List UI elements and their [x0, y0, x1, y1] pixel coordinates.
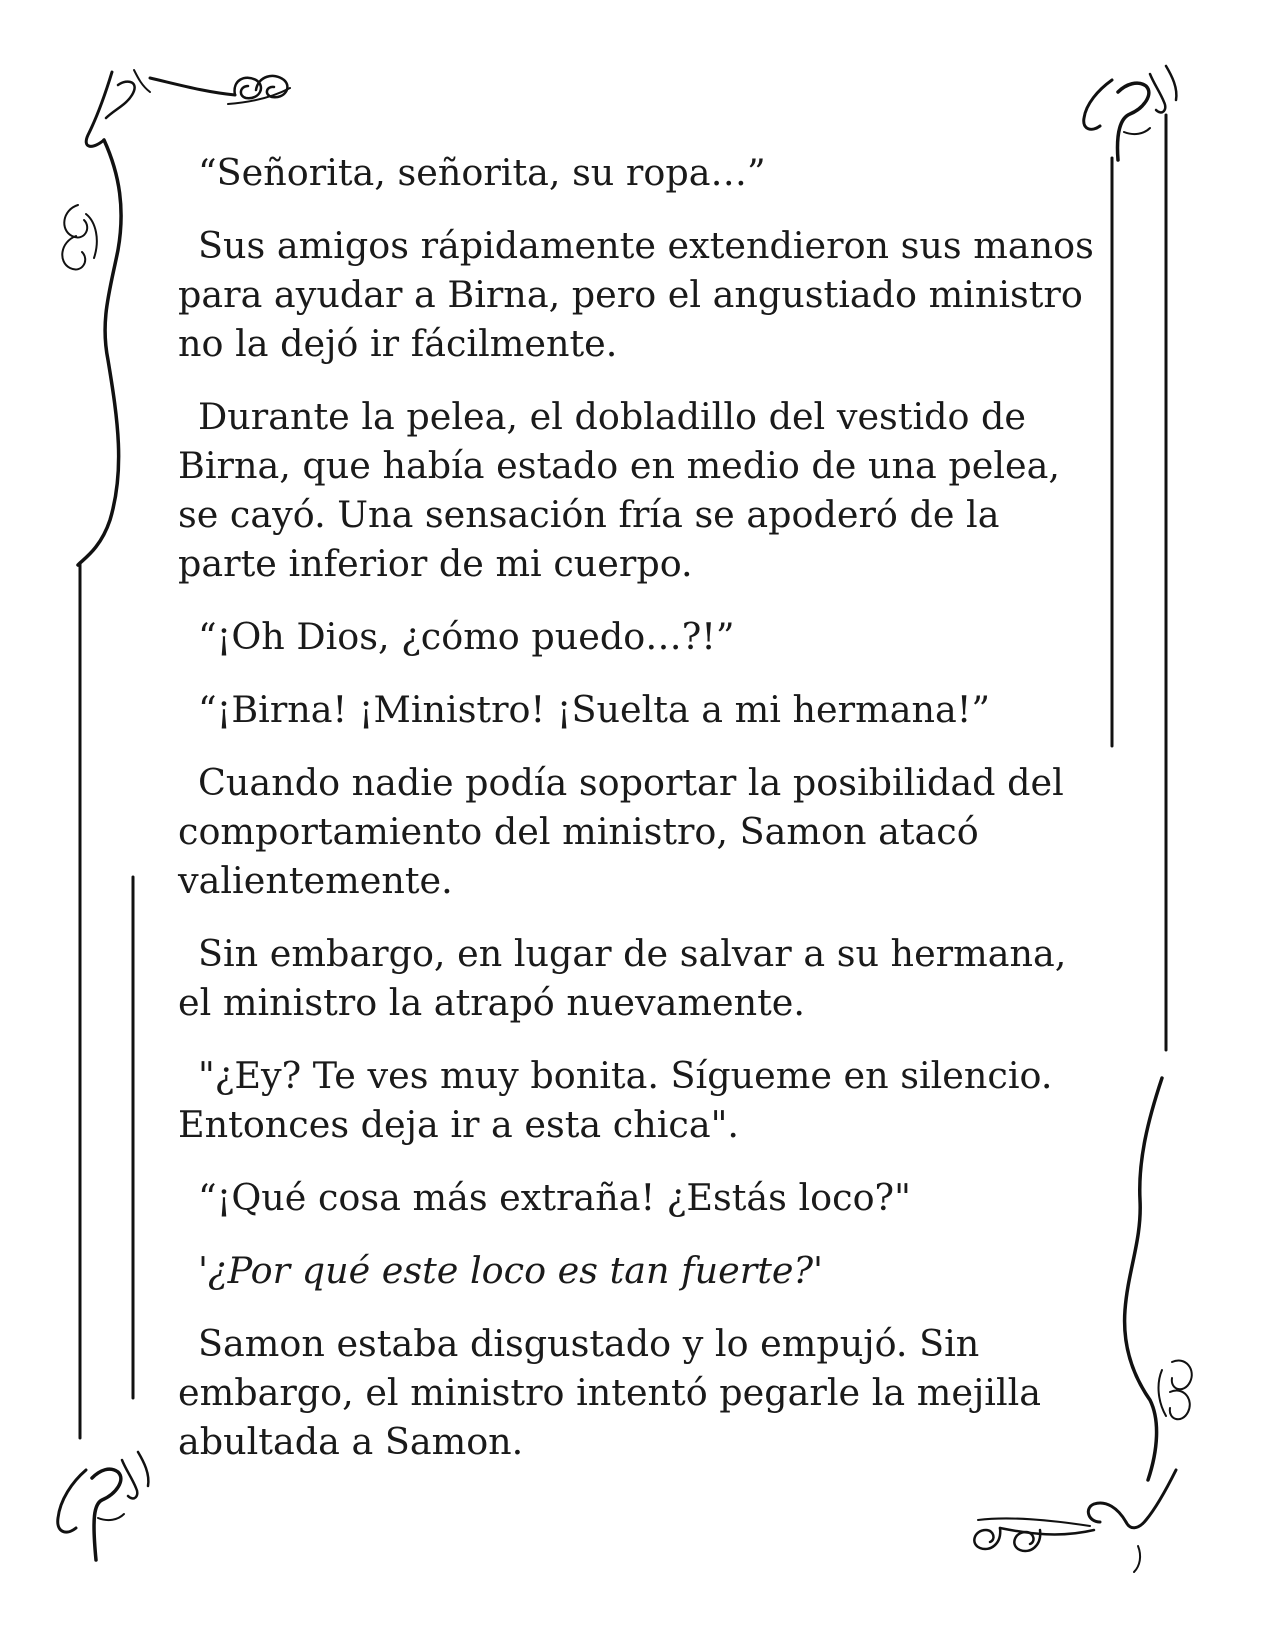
paragraph: Sus amigos rápidamente extendieron sus manos para ayudar a Birna, pero el angustiado ministro no la dejó ir fácilmente. [178, 224, 1094, 365]
paragraph: Cuando nadie podía soportar la posibilidad del comportamiento del ministro, Samon atacó valientemente. [178, 761, 1064, 902]
paragraph: “Señorita, señorita, su ropa…” [198, 151, 766, 194]
paragraph: Durante la pelea, el dobladillo del vestido de Birna, que había estado en medio de una pelea, se cayó. Una sensación fría se apoderó de la parte inferior de mi cuerpo. [178, 395, 1060, 585]
paragraph: Sin embargo, en lugar de salvar a su hermana, el ministro la atrapó nuevamente. [178, 932, 1067, 1024]
paragraph: “¡Qué cosa más extraña! ¿Estás loco?" [198, 1176, 911, 1219]
bottom-left-flourish-icon [58, 1452, 149, 1560]
top-right-flourish-icon [1084, 66, 1177, 160]
story-text [178, 148, 1108, 1490]
paragraph: “¡Birna! ¡Ministro! ¡Suelta a mi hermana!” [198, 688, 991, 731]
paragraph: Samon estaba disgustado y lo empujó. Sin embargo, el ministro intentó pegarle la mejilla abultada a Samon. [178, 1322, 1042, 1463]
inner-thought-paragraph: '¿Por qué este loco es tan fuerte?' [198, 1249, 824, 1292]
paragraph: “¡Oh Dios, ¿cómo puedo…?!” [198, 615, 735, 658]
paragraph: "¿Ey? Te ves muy bonita. Sígueme en silencio. Entonces deja ir a esta chica". [178, 1054, 1053, 1146]
